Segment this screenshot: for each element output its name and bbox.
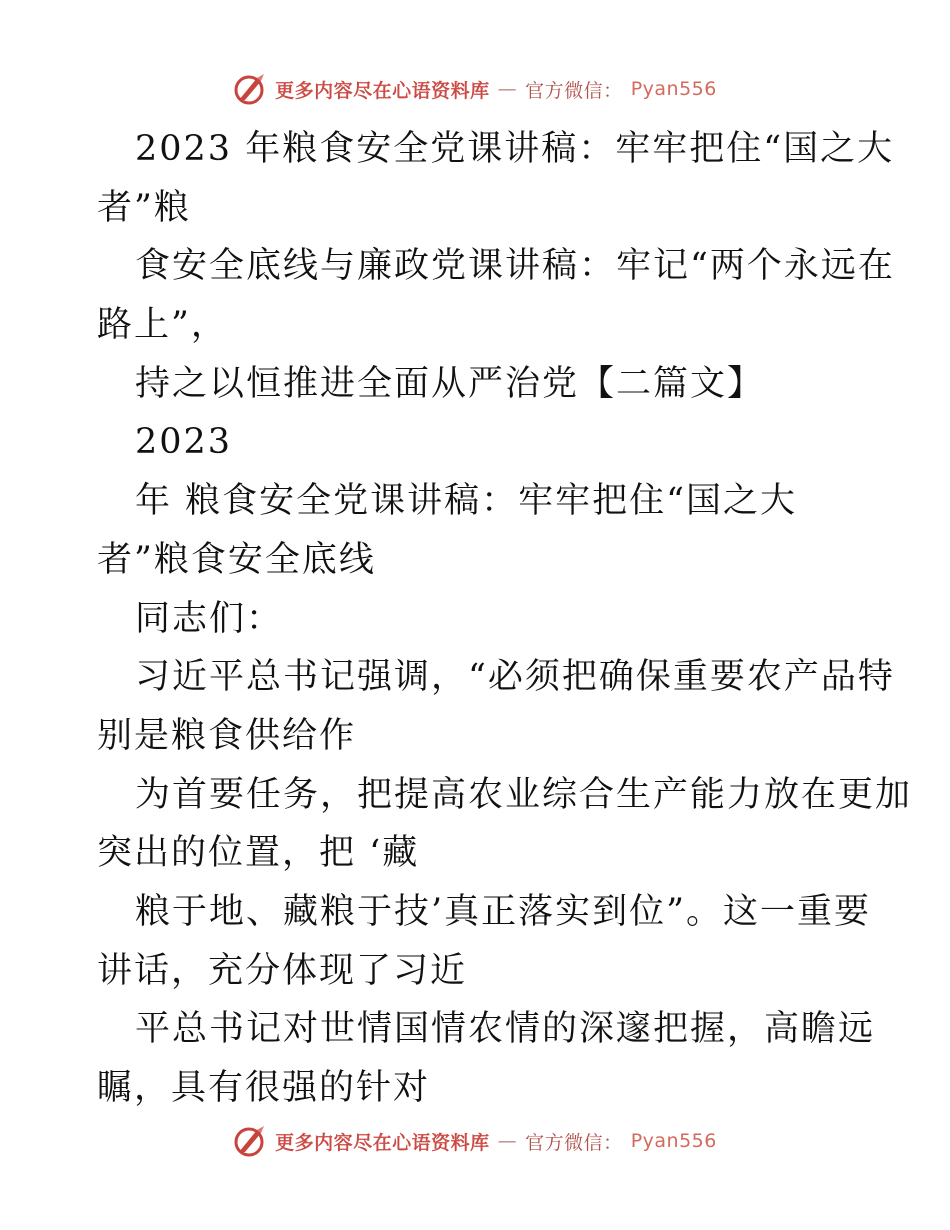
text-line: 食安全底线与廉政党课讲稿：牢记“两个永远在 xyxy=(135,246,895,287)
text-line: 路上”， xyxy=(97,305,228,346)
text-line: 持之以恒推进全面从严治党【二篇文】 xyxy=(135,363,765,404)
text-line: 别是粮食供给作 xyxy=(97,715,357,756)
text-line: 者”粮食安全底线 xyxy=(97,539,376,580)
document-body xyxy=(97,120,913,1118)
text-line: 同志们： xyxy=(135,598,284,639)
text-line: 讲话，充分体现了习近 xyxy=(97,950,468,991)
feather-pen-logo-icon xyxy=(233,1124,267,1158)
watermark-wechat-id: Pyan556 xyxy=(630,78,717,100)
feather-pen-logo-icon xyxy=(233,72,267,106)
text-line: 者”粮 xyxy=(97,187,191,228)
header-watermark xyxy=(0,72,950,106)
watermark-main-text: 更多内容尽在心语资料库 xyxy=(275,79,490,102)
text-line: 习近平总书记强调，“必须把确保重要农产品特 xyxy=(135,657,895,698)
text-line: 年 粮食安全党课讲稿：牢牢把住“国之大 xyxy=(135,481,798,522)
text-line: 粮于地、藏粮于技’真正落实到位”。这一重要 xyxy=(135,891,872,932)
footer-watermark xyxy=(0,1124,950,1158)
watermark-separator: — xyxy=(497,78,518,100)
text-line: 为首要任务，把提高农业综合生产能力放在更加 xyxy=(135,774,913,815)
text-line: 平总书记对世情国情农情的深邃把握，高瞻远 xyxy=(135,1009,876,1050)
text-line: 2023 年粮食安全党课讲稿：牢牢把住“国之大 xyxy=(135,129,895,169)
watermark-wechat-id: Pyan556 xyxy=(630,1130,717,1152)
text-line: 瞩，具有很强的针对 xyxy=(97,1068,431,1108)
text-line: 2023 xyxy=(135,422,233,463)
text-line: 突出的位置，把 ‘藏 xyxy=(97,833,420,874)
watermark-separator: — xyxy=(497,1130,518,1152)
watermark-main-text: 更多内容尽在心语资料库 xyxy=(275,1131,490,1154)
watermark-wechat-label: 官方微信： xyxy=(525,1131,623,1154)
watermark-wechat-label: 官方微信： xyxy=(525,79,623,102)
